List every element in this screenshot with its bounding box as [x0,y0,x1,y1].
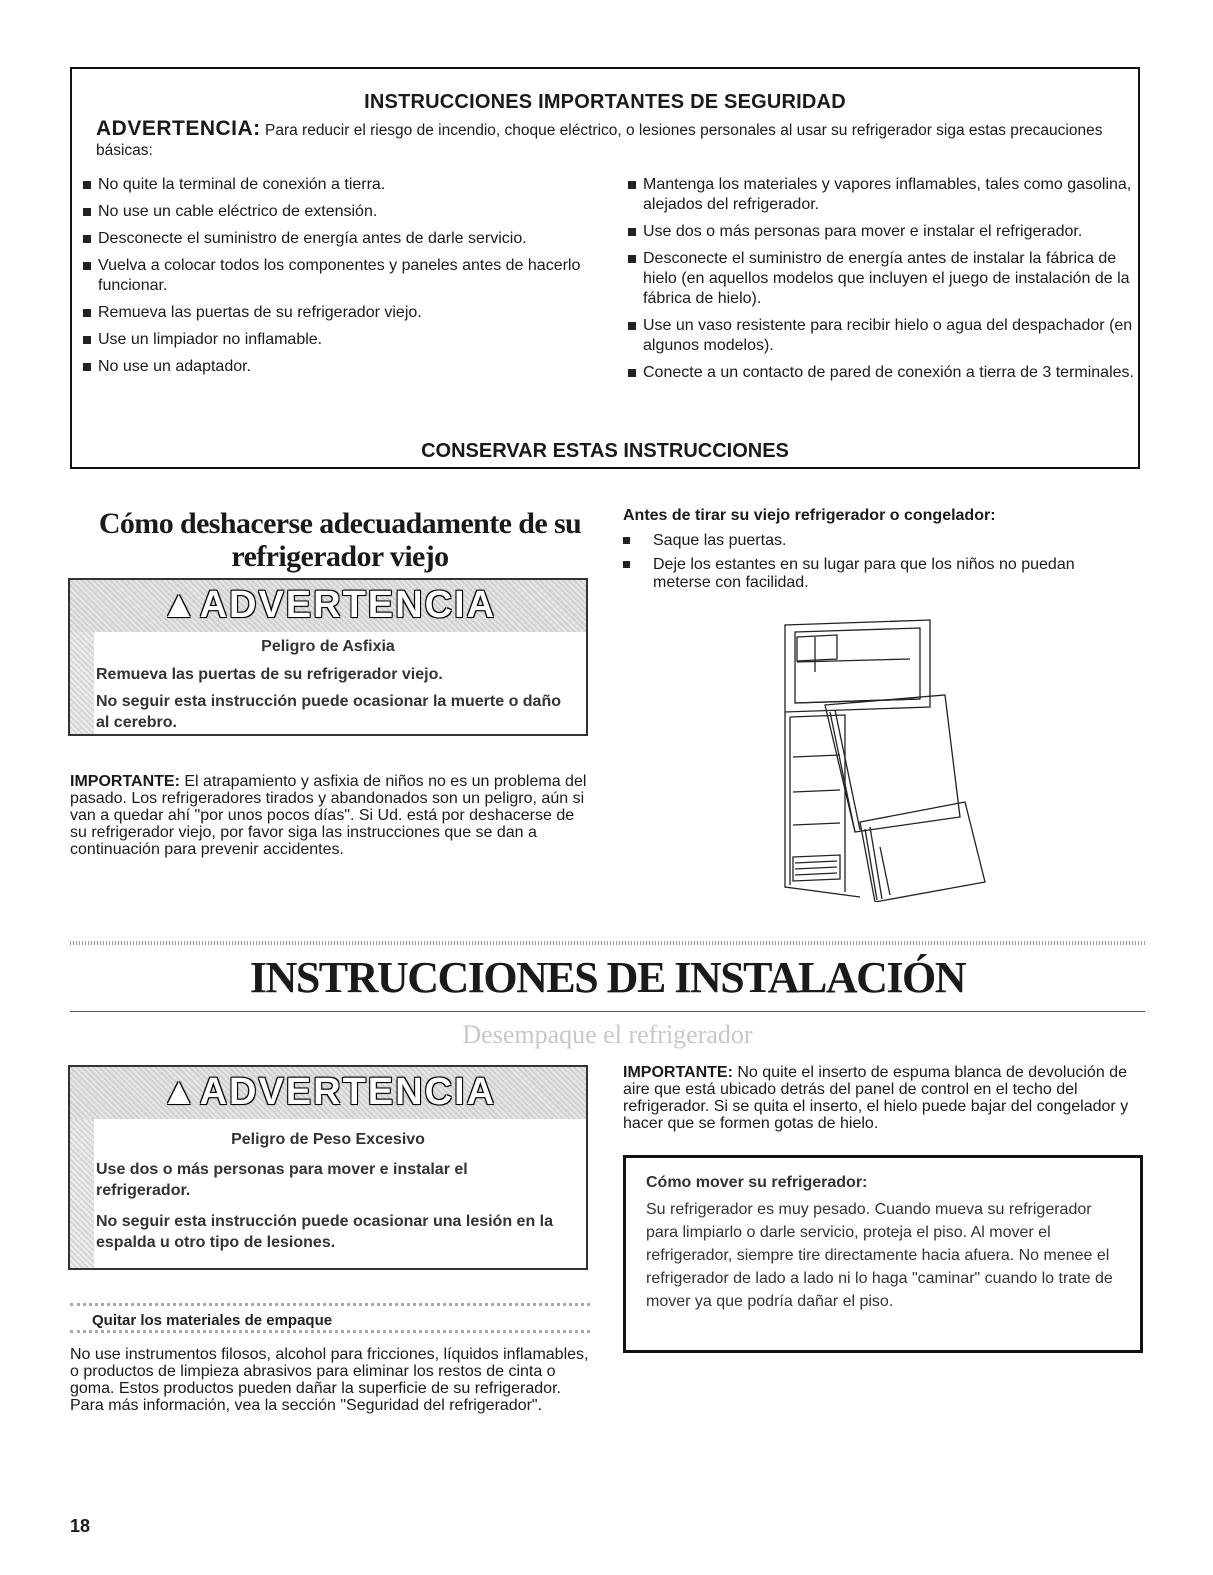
bullet-icon [623,537,630,544]
fridge-doors-removed-illustration [775,617,990,902]
safety-footer: CONSERVAR ESTAS INSTRUCCIONES [421,440,789,462]
safety-warning-intro [96,119,1126,161]
warning-text: Para reducir el riesgo de incendio, choque eléctrico, o lesiones personales al usar su refrigerador siga estas precauciones básicas: [96,122,1103,159]
heading-line: Cómo deshacerse adecuadamente de su [98,507,582,540]
list-item: Use un limpiador no inflamable. [82,330,612,350]
bullet-icon [628,322,636,330]
safety-title: INSTRUCCIONES IMPORTANTES DE SEGURIDAD [364,91,846,113]
unpack-heading: Desempaque el refrigerador [462,1020,753,1049]
heading-line: refrigerador viejo [231,540,449,573]
bullet-icon [628,181,636,189]
list-item: Mantenga los materiales y vapores inflamables, tales como gasolina, alejados del refrigerador. [627,175,1137,215]
bullet-icon [83,336,91,344]
warning-banner [70,1067,586,1119]
importante-label: IMPORTANTE: [623,1064,733,1081]
warning-body [70,1119,586,1268]
warning-box-weight [68,1065,588,1270]
page-number: 18 [70,1516,91,1536]
bullet-icon [83,181,91,189]
importante-text: No quite el inserto de espuma blanca de devolución de aire que está ubicado detrás del panel de control en el techo del refrigerador. Si se quita el inserto, el hielo puede bajar del congelador y hacer que se formen gotas de hielo. [623,1064,1129,1132]
title-rule [70,1011,1145,1012]
bullet-icon [83,309,91,317]
importante-paragraph [70,773,590,858]
moving-title: Cómo mover su refrigerador: [646,1174,868,1191]
list-item: Use dos o más personas para mover e instalar el refrigerador. [627,222,1137,242]
list-item: Desconecte el suministro de energía antes de instalar la fábrica de hielo (en aquellos modelos que incluyen el juego de instalación de la fábrica de hielo). [627,249,1137,309]
safety-instructions-box [70,67,1140,469]
warning-banner [70,580,586,632]
warning-lead: ADVERTENCIA: [96,117,261,140]
importante-label: IMPORTANTE: [70,773,180,790]
bullet-icon [628,255,636,263]
warning-banner-text: ▲ADVERTENCIA [159,584,497,626]
warning-triangle-icon: ▲ [159,1071,200,1113]
importante-text: El atrapamiento y asfixia de niños no es un problema del pasado. Los refrigeradores tirados y abandonados son un peligro, aún si van a quedar ahí "por unos pocos días". Si Ud. está por deshacerse de su refrigerador viejo, por favor siga las instrucciones que se dan a continuación para prevenir accidentes. [70,773,587,858]
section-divider [70,941,1145,945]
before-disposal-title: Antes de tirar su viejo refrigerador o congelador: [623,507,996,524]
bullet-icon [628,228,636,236]
list-item: Saque las puertas. [623,532,1133,550]
bullet-icon [83,262,91,270]
warning-banner-text: ▲ADVERTENCIA [159,1071,497,1113]
safety-right-list [627,175,1137,390]
install-title: INSTRUCCIONES DE INSTALACIÓN [249,953,966,1002]
safety-left-list [82,175,612,384]
moving-fridge-box [623,1155,1143,1353]
bullet-icon [628,369,636,377]
hazard-title: Peligro de Asfixia [261,638,395,655]
list-item: Desconecte el suministro de energía antes de darle servicio. [82,229,612,249]
list-item: Conecte a un contacto de pared de conexión a tierra de 3 terminales. [627,363,1137,383]
warning-line: Remueva las puertas de su refrigerador viejo. [96,666,443,683]
warning-line: No seguir esta instrucción puede ocasionar la muerte o daño al cerebro. [96,693,561,731]
importante-paragraph [623,1064,1143,1132]
before-disposal-list [623,532,1133,598]
warning-line: No seguir esta instrucción puede ocasionar una lesión en la espalda u otro tipo de lesiones. [96,1213,554,1251]
list-item: No use un cable eléctrico de extensión. [82,202,612,222]
list-item: Deje los estantes en su lugar para que los niños no puedan meterse con facilidad. [623,556,1133,592]
list-item: No use un adaptador. [82,357,612,377]
warning-triangle-icon: ▲ [159,584,200,626]
bullet-icon [83,363,91,371]
warning-line: Use dos o más personas para mover e instalar el refrigerador. [96,1161,468,1199]
moving-text: Su refrigerador es muy pesado. Cuando mueva su refrigerador para limpiarlo o darle servicio, proteja el piso. Al mover el refrigerador, siempre tire directamente hacia afuera. No menee el refrigerador de lado a lado ni lo haga "caminar" cuando lo trate de mover ya que podría dañar el piso. [646,1201,1113,1310]
remove-materials-title: Quitar los materiales de empaque [70,1303,590,1333]
disposal-heading [70,507,610,573]
bullet-icon [83,208,91,216]
bullet-icon [83,235,91,243]
remove-materials-text: No use instrumentos filosos, alcohol para fricciones, líquidos inflamables, o productos de limpieza abrasivos para eliminar los restos de cinta o goma. Estos productos pueden dañar la superficie de su refrigerador. Para más información, vea la sección "Seguridad del refrigerador". [70,1346,589,1414]
hazard-title: Peligro de Peso Excesivo [231,1131,425,1148]
list-item: Remueva las puertas de su refrigerador viejo. [82,303,612,323]
list-item: Use un vaso resistente para recibir hielo o agua del despachador (en algunos modelos). [627,316,1137,356]
warning-body [70,632,586,734]
warning-box-asphyxia [68,578,588,736]
list-item: Vuelva a colocar todos los componentes y paneles antes de hacerlo funcionar. [82,256,612,296]
list-item: No quite la terminal de conexión a tierra. [82,175,612,195]
bullet-icon [623,561,630,568]
